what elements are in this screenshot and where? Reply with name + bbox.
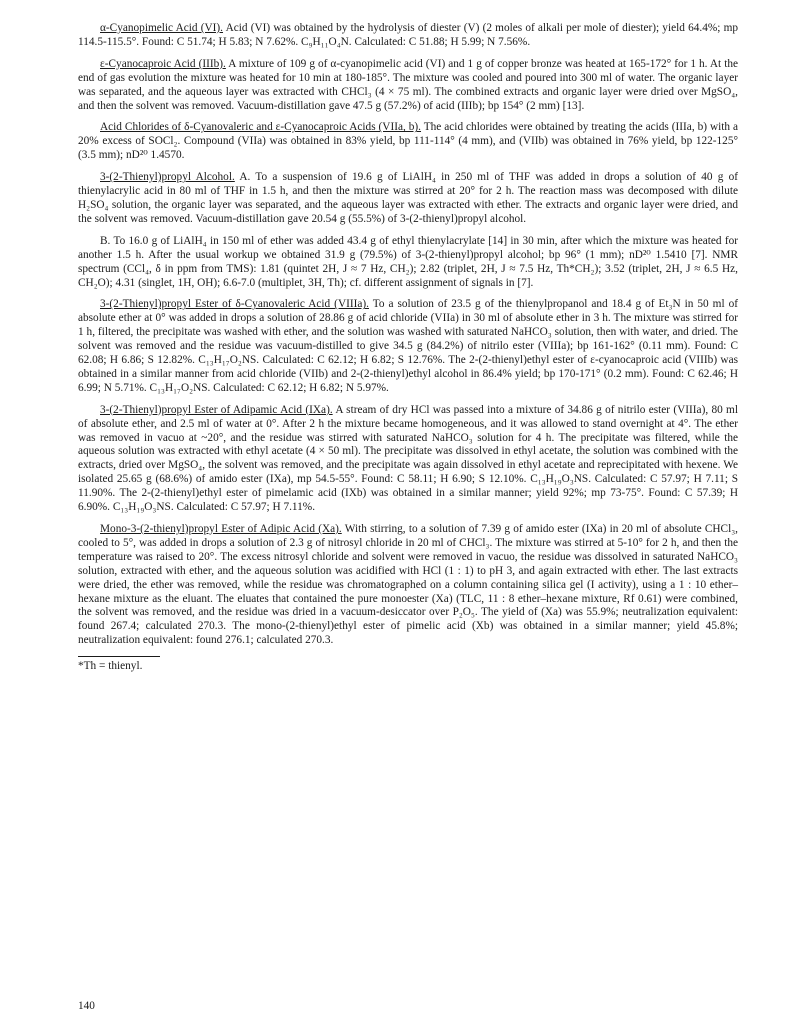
section-heading: Mono-3-(2-thienyl)propyl Ester of Adipic Acid (Xa). — [100, 523, 342, 535]
section-heading: Acid Chlorides of δ-Cyanovaleric and ε-Cyanocaproic Acids (VIIa, b). — [100, 121, 422, 134]
paragraph-text: With stirring, to a solution of 7.39 g of amido ester (IXa) in 20 ml of absolute CHCl₃, cooled to 5°, was added in drops a solution of 2.3 g of nitrosyl chloride in 20 ml of CHCl₃. The mixture was stirred at 5-10° for 2 h, and then the temperature was raised to 20°. The excess nitrosyl chloride and solvent were removed in vacuo, the residue was dissolved in saturated NaHCO₃ solution, extracted with ether, and the aqueous solution was acidified with HCl (1 : 1) to pH 3, and again extracted with ether. The last extracts were dried, the ether was removed, while the residue was chromatographed on a column containing silica gel (I activity), using a 1 : 10 ether–hexane mixture as the eluant. The eluates that contained the pure monoester (Xa) (TLC, 11 : 8 ether–hexane mixture, Rf 0.61) were combined, the solvent was removed, and the residue was dried in a vacuum-desiccator over P₂O₅. The yield of (Xa) was 55.9%; neutralization equivalent: found 267.4; calculated 270.3. The mono-(2-thienyl)ethyl ester of pimelic acid (Xb) was obtained in a similar manner; yield 45.8%; neutralization equivalent: found 276.1; calculated 270.3. — [78, 523, 738, 647]
paragraph-adipamic-ester — [78, 404, 738, 515]
paragraph-acid-chlorides — [78, 121, 738, 163]
paragraph-text: Acid (VI) was obtained by the hydrolysis of diester (V) (2 moles of alkali per mole of diester); yield 64.4%; mp 114.5-115.5°. Found: C 51.74; H 5.83; N 7.62%. C₉H₁₁O₄N. Calculated: C 51.88; H 5.99; N 7.56%. — [78, 22, 739, 48]
paragraph-cyanopimelic-acid — [78, 22, 738, 50]
page-body — [78, 22, 738, 674]
footnote-divider — [78, 656, 160, 657]
section-heading: α-Cyanopimelic Acid (VI). — [100, 22, 224, 34]
paragraph-thienylpropyl-alcohol-a — [78, 171, 738, 227]
paragraph-adipic-monoester — [78, 523, 738, 648]
section-heading: ε-Cyanocaproic Acid (IIIb). — [100, 57, 226, 70]
page-number: 140 — [78, 1000, 95, 1012]
section-heading: 3-(2-Thienyl)propyl Ester of δ-Cyanovaleric Acid (VIIIa). — [100, 298, 369, 311]
paragraph-thienylpropyl-alcohol-b — [78, 235, 738, 291]
paragraph-text: A stream of dry HCl was passed into a mixture of 34.86 g of nitrilo ester (VIIIa), 80 ml of absolute ether, and 2.5 ml of water at 0°. After 2 h the mixture became homogeneous, and it was allowed to stand overnight at 4°. The ether was removed in vacuo at ~20°, and the residue was stirred with saturated NaHCO₃ solution for 4 h. The precipitate was filtered, while the aqueous solution was extracted with ethyl acetate (4 × 50 ml). The precipitate was dissolved in ethyl acetate, the solution was combined with the extracts, dried over MgSO₄, the solvent was removed, and the precipitate was again dissolved in ethyl acetate and reprecipitated with hexene. We isolated 25.65 g (68.6%) of amido ester (IXa), mp 54.5-55°. Found: C 58.11; H 6.90; S 12.10%. C₁₃H₁₉O₃NS. Calculated: C 57.97; H 7.11; S 11.90%. The 2-(2-thienyl)ethyl ester of pimelamic acid (IXb) was obtained in a similar manner; yield 92%; mp 73-75°. Found: C 57.39; H 6.90%. C₁₃H₁₉O₃NS. Calculated: C 57.97; H 7.11%. — [78, 403, 738, 514]
section-heading: 3-(2-Thienyl)propyl Alcohol. — [100, 171, 235, 184]
paragraph-text: A. To a suspension of 19.6 g of LiAlH₄ in 250 ml of THF was added in drops a solution of 40 g of thienylacrylic acid in 80 ml of THF in 1.5 h, and then the mixture was stirred at 20° for 2 h. The reaction mass was decomposed with dilute H₂SO₄ solution, the organic layer was separated, and the aqueous layer was extracted with ether. The extracts and organic layer were dried, and the solvent was removed. Vacuum-distillation gave 20.54 g (55.5%) of 3-(2-thienyl)propyl alcohol. — [78, 171, 738, 225]
footnote: *Th = thienyl. — [78, 660, 143, 673]
paragraph-cyanovaleric-ester — [78, 298, 738, 395]
paragraph-text: A mixture of 109 g of α-cyanopimelic acid (VI) and 1 g of copper bronze was heated at 165-172° for 1 h. At the end of gas evolution the mixture was heated for 10 min at 180-185°. The mixture was cooled and poured into 300 ml of water. The organic layer was separated, and the aqueous layer was extracted with CHCl₃ (4 × 75 ml). The combined extracts and organic layer were dried over MgSO₄, and then the solvent was removed. Vacuum-distillation gave 47.5 g (57.2%) of acid (IIIb); bp 154° (2 mm) [13]. — [78, 57, 738, 112]
paragraph-text: To a solution of 23.5 g of the thienylpropanol and 18.4 g of Et₃N in 50 ml of absolute ether at 0° was added in drops a solution of 28.86 g of acid chloride (VIIa) in 30 ml of absolute ether in 3 h. The mixture was stirred for 1 h, filtered, the precipitate was washed with ether, and the solution was washed with saturated NaHCO₃ solution, then with water, and dried. The solvent was removed and the residue was vacuum-distilled to give 34.5 g (84.2%) of nitrilo ester (VIIIa); bp 161-162° (0.11 mm). Found: C 62.08; H 6.86; S 12.82%. C₁₃H₁₇O₂NS. Calculated: C 62.12; H 6.82; S 12.76%. The 2-(2-thienyl)ethyl ester of ε-cyanocaproic acid (VIIIb) was obtained in a similar manner from acid chloride (VIIb) and 2-(2-thienyl)ethyl alcohol in 86.4% yield; bp 170-171° (0.2 mm). Found: C 62.46; H 6.99; N 5.71%. C₁₃H₁₇O₂NS. Calculated: C 62.12; H 6.82; N 5.97%. — [78, 298, 738, 394]
paragraph-cyanocaproic-acid — [78, 58, 738, 114]
section-heading: 3-(2-Thienyl)propyl Ester of Adipamic Acid (IXa). — [100, 403, 333, 416]
paragraph-text: B. To 16.0 g of LiAlH₄ in 150 ml of ether was added 43.4 g of ethyl thienylacrylate [14] in 30 min, after which the mixture was heated for another 1.5 h. After the usual workup we obtained 31.9 g (79.5%) of 3-(2-thienyl)propyl alcohol; bp 96° (1 mm); nD²⁰ 1.5410 [7]. NMR spectrum (CCl₄, δ in ppm from TMS): 1.81 (quintet 2H, J ≈ 7 Hz, CH₂); 2.82 (triplet, 2H, J ≈ 7.5 Hz, Th*CH₂); 3.52 (triplet, 2H, J ≈ 6.5 Hz, CH₂O); 4.31 (singlet, 1H, OH); 6.6-7.0 (multiplet, 3H, Th); cf. different assignment of signals in [7]. — [78, 234, 738, 289]
paragraph-text: The acid chlorides were obtained by treating the acids (IIIa, b) with a 20% excess of SOCl₂. Compound (VIIa) was obtained in 83% yield, bp 111-114° (4 mm), and (VIIb) was obtained in 76% yield, bp 122-125° (3.5 mm); nD²⁰ 1.4570. — [78, 121, 738, 162]
